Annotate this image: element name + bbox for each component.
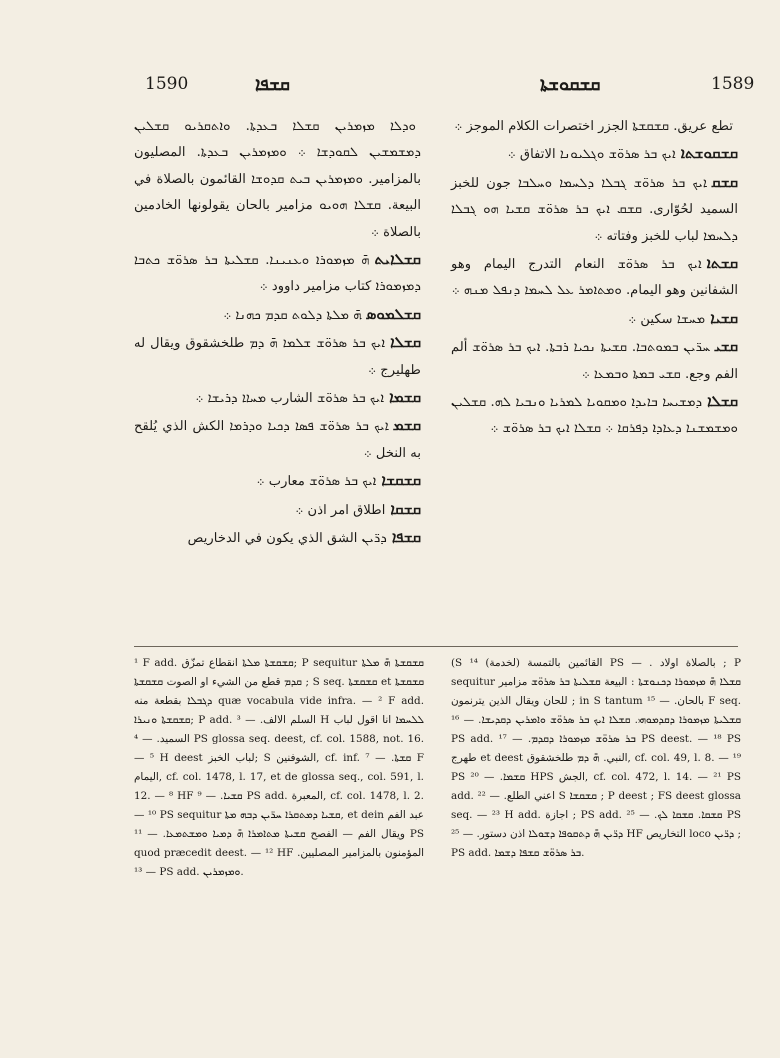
entry-headword: ܩܫܡ bbox=[393, 416, 421, 435]
dictionary-entry bbox=[134, 467, 421, 495]
dictionary-entry bbox=[134, 524, 421, 552]
footnote-block: ¹ F add. ܩܫܩܫܬܐ ܡܠܬܐ انقطاع تمزّق; P sequitur ܩܫܩܫܬܐ ܗ̄ ܡܠܬܐ ܩܕܡ قطع من الشيء او الصوت ܩܫܩܫܬܐ ; S seq. ܩܫܩܫܬܐ et ܩܫܩܫܬܐ ܕܓܒܠܐ بقطعة منه quæ vocabula vide infra. — ² F add. ܩܫܩܫܬܐ ܘܢܝܪܐ; P add. السلم الالف. — ³ H ܠܠܚܡܐ انا اقول لباب السميد. — ⁴ PS glossa seq. deest, cf. col. 1588, not. 16. — ⁵ H deest لباب الخبز; S الشوفنين, cf. inf. ܩܫܬܐ. — ⁷ F اليمام, cf. col. 1478, l. 17, et de glossa seq., col. 591, l. 12. — ⁸ HF ܩܫܝܐ. — ⁹ PS add. المعبرة, cf. col. 1478, l. 2. — ¹⁰ PS sequitur ܩܫܝܐ ܕܡܬܩܪܐ ܚܪ̈ܝܢ ܕܒܗ ܡܬܐ, et dein عبد الفم ويقال الفم — الفصح ܩܫܝܬܐ ܡܬܐܡܪܐ ܗ̄ ܕܡܝܐ ܘܡܫܬܡܥܐ. — ¹¹ PS quod præcedit deest. — ¹² HF المؤمنون بالمزامير المصليين. — ¹³ PS add. ܘܡܙܡܪܝܢ. bbox=[134, 657, 425, 878]
entry-headword: ܩܫܠܐ bbox=[707, 392, 738, 411]
entry-headword: ܩܫܡܐ bbox=[389, 388, 421, 407]
entry-headword: ܩܫܝܐ bbox=[710, 308, 738, 327]
footnote-block: (S القائمين بالتمسة (لخدمة) ¹⁴ PS — . بالصلاة اولاد ; P sequitur ܩܫܠܐ ܗ̄ ܡܙܡܘܪܐ ܕܟܢܘܫܬܐ : البيعة ܩܫܠܝܬܐ ܒܪ ܣܪܘ̈ܫ مزامير للحان ويقال الذين يترنمون ; in S tantum بالحان. — ¹⁵ F seq. ܩܫܠܝܬܐ ܡܙܡܘܪܐ ܕܩܕܡܘܗܝ. ܩܫܠܐ ܐܝܟ ܒܪ ܣܪܘ̈ܫ ܘܐܡܪܝܢ ܕܩܕܝܫܐ. — ¹⁶ PS add. ܒܪ ܣܪܘ̈ܫ ܡܙܡܘܪܐ ܕܩܕܡ. — ¹⁷ PS deest. — ¹⁸ PS طهرج et deest النبي. ܗ̄ ܕܡ طلخشقوق, cf. col. 49, l. 8. — ¹⁹ PS ܩܫܡܐ. — ²⁰ HPS الجش, cf. col. 472, l. 14. — ²¹ PS add. اعني الطلع. — ²² S ܩܫܩܫܐ ; P deest ; FS deest glossa seq. — ²³ H add. اجازة ; PS add. ܩܫܩܐ. ܩܫܩܐ ܠܟ. — ²⁵ PS ܕܪ̈ܝܢ ܗ̄ ܕܬܩܘܦܐ ܕܫܘܠܐ اذن دستور. — ²⁵ HF التخاريص loco ܕܪ̈ܝܢ ; PS add. ܒܪ ܣܪܘ̈ܫ ܩܫܦܐ ܕܫܡܐ. bbox=[451, 657, 742, 859]
dictionary-entry bbox=[451, 250, 738, 305]
page-header bbox=[0, 74, 780, 104]
entry-text: ܐܝܟ ܒܪ ܣܪܘ̈ܫ الشارب ܡܚܐܐ ܕܪܝܫܐ ܀ bbox=[195, 391, 385, 407]
entry-text: ܕܡܫܝܚܐ ܒܐܝܕܐ ܘܡܩܘܝܐ ܠܡܪܝܐ ܘܢܒܝܐ ܠܗ. ܩܫܠܝܢ ܘܡܫܡܫܢܐ ܕܥܐܕܐ ܕܦܪܩܐ ܀ ܩܫܠܐ ܐܝܟ ܒܪ ܣܪܘ̈ܫ ܀ bbox=[451, 395, 738, 437]
dictionary-entry bbox=[451, 169, 738, 250]
dictionary-entry bbox=[134, 246, 421, 301]
dictionary-entry bbox=[451, 112, 738, 140]
left-running-title: ܩܫܦܐ bbox=[255, 74, 290, 95]
entry-text: ܡܚܫܐ سكين ܀ bbox=[628, 311, 706, 327]
right-page-number: 1589 bbox=[711, 74, 755, 94]
entry-text: ܘܕܠܐ ܡܙܡܪܝܢ ܩܫܠܐ ܒܥܕܬܐ. ܘܐܬܩܪܝܘ ܩܫܠܝܢ ܕܡܫܡܫܝܢ ܠܩܘܕܫܐ ܀ ܘܡܙܡܪܝܢ ܒܥܕܬܐ. المصليون بالمزامير. ܘܡܙܡܪܝܢ ܒܝܬ ܩܕܘܫܐ القائمون بالصلاة في البيعة. ܩܫܠܐ ܗܘܝܘ مزامير بالحان يقولونها الخادمين بالصلاة ܀ bbox=[134, 119, 421, 240]
entry-text: ܕܪ̈ܝܢ الشق الذي يكون في الدخاريص bbox=[187, 531, 387, 547]
entry-headword: ܩܫܩ bbox=[711, 172, 738, 191]
entry-text: ܐܝܟ ܒܪ ܣܪܘ̈ܫ النعام التدرج اليمام وهو الشفانين وهو اليمام. ܘܡܬܐܡܪ ܥܠ ܠܚܡܐ ܕܢܦܠ ܡܢܗ ܀ bbox=[451, 257, 738, 299]
entry-text: ܐܝܟ ܒܪ ܣܪܘ̈ܫ ܫܠܡܐ ܗ̄ ܕܡ طلخشقوق ويقال له طهليرج ܀ bbox=[134, 336, 421, 378]
entry-text: اطلاق امر اذن ܀ bbox=[295, 502, 386, 518]
right-running-title: ܩܫܩܘܫܬܐ bbox=[540, 74, 601, 95]
footnotes-right bbox=[451, 654, 741, 863]
dictionary-entry bbox=[134, 496, 421, 524]
left-page-number: 1590 bbox=[145, 74, 189, 94]
entry-headword: ܩܫܠܐܝܬ bbox=[374, 250, 421, 269]
entry-text: ܐܝܟ ܒܪ ܣܪܘ̈ܫ ܦܣܐ ܕܟܝܐ ܘܕܪܡܐ الكش الذي يُلقح به النخل ܀ bbox=[134, 419, 421, 461]
entry-headword: ܩܫܩܐ bbox=[390, 499, 421, 518]
dictionary-entry bbox=[451, 388, 738, 443]
left-text-column bbox=[134, 112, 421, 553]
entry-text: تطع عريق. ܩܫܩܫܬܐ الجزر اختصرات الكلام الموجز ܀ bbox=[454, 119, 733, 134]
entry-headword: ܩܫܩܫܐ bbox=[381, 471, 421, 490]
entry-headword: ܩܫܠܡܘܣ bbox=[366, 304, 421, 323]
entry-headword: ܩܫܦܐ bbox=[391, 528, 421, 547]
footnotes-left bbox=[134, 654, 424, 882]
entry-text: ܗ̄ ܡܙܡܘܪܐ ܘܥܢܝܢܐ. ܩܫܠܝܬܐ ܒܪ ܣܪܘ̈ܫ ܟܬܒܐ ܕܡܙܡܘܪܐ كتاب مزامير داوود ܀ bbox=[134, 253, 421, 295]
entry-text: ܗ̄ ܡܠܬܐ ܕܠܘܬ ܩܕܡ ܟܗܢܐ ܀ bbox=[223, 307, 362, 323]
dictionary-entry bbox=[134, 112, 421, 246]
entry-text: ܐܝܟ ܒܪ ܣܪܘ̈ܫ ܘܓܠܝܘܢܐ الاتفاق ܀ bbox=[507, 147, 676, 163]
right-text-column bbox=[451, 112, 738, 443]
dictionary-entry bbox=[451, 305, 738, 333]
dictionary-entry bbox=[134, 384, 421, 412]
entry-headword: ܩܫܩܘܫܬܐ bbox=[680, 144, 738, 163]
footnote-divider bbox=[134, 646, 738, 647]
dictionary-entry bbox=[134, 329, 421, 384]
dictionary-entry bbox=[134, 301, 421, 329]
entry-text: ܐܝܟ ܒܪ ܣܪܘ̈ܫ معارب ܀ bbox=[256, 474, 377, 490]
dictionary-entry bbox=[134, 412, 421, 467]
entry-headword: ܩܫܠܐ bbox=[390, 333, 421, 352]
entry-text: ܐܝܟ ܒܪ ܣܪܘ̈ܫ ܓܒܠܐ ܕܠܚܡܐ ܘܚܠܒܐ جون للخبز السميد لحُوّارى. ܩܫܩ ܐܝܟ ܒܪ ܣܪܘ̈ܫ ܩܫܝܐ ܗܘ ܓܒܠܐ ܕܠܚܡܐ لباب للخبز وفتاته ܀ bbox=[451, 175, 738, 244]
dictionary-entry bbox=[451, 140, 738, 168]
entry-text: ܚܪ̈ܝܢ ܒܡܘܬܒܐ. ܩܫܝܬܐ ܢܟܝܐ ܪܒܬܐ. ܐܝܟ ܒܪ ܣܪܘ̈ܫ ألم الفم وجع. ܩܫܝ ܒܡܬܐ ܘܒܡܥܐ ܀ bbox=[451, 340, 738, 382]
entry-headword: ܩܫܝ bbox=[714, 337, 738, 356]
entry-headword: ܩܫܬܐ bbox=[706, 254, 738, 273]
dictionary-entry bbox=[451, 333, 738, 388]
